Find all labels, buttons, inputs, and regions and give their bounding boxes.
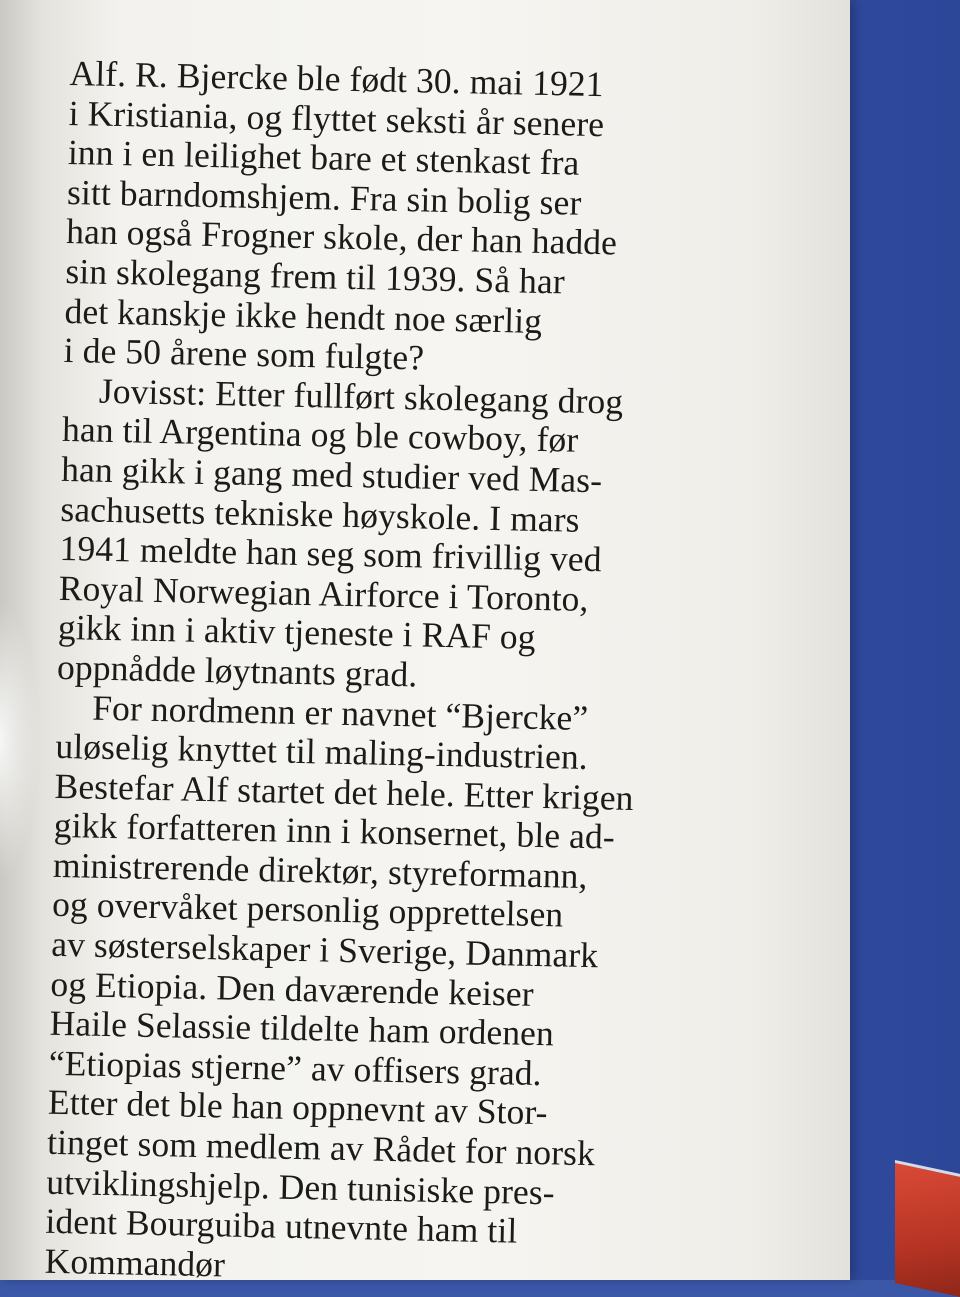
paragraph-1 bbox=[63, 54, 769, 385]
text-line: uløselig knyttet til maling-industrien. bbox=[55, 725, 589, 778]
text-line: Etter det ble han oppnevnt av Stor- bbox=[47, 1082, 549, 1133]
text-line: av søsterselskaper i Sverige, Danmark bbox=[50, 923, 599, 976]
text-line: han gikk i gang med studier ved Mas- bbox=[60, 448, 603, 501]
text-line: sachusetts tekniske høyskole. I mars bbox=[60, 488, 581, 540]
text-line: gikk forfatteren inn i konsernet, ble ad- bbox=[53, 805, 616, 857]
text-line: Jovisst: Etter fullført skolegang drog bbox=[98, 370, 624, 422]
text-line: ident Bourguiba utnevnte ham til bbox=[45, 1200, 518, 1251]
text-line: inn i en leilighet bare et stenkast fra bbox=[67, 132, 580, 183]
text-line: ministrerende direktør, styreformann, bbox=[52, 844, 588, 896]
text-line: utviklingshjelp. Den tunisiske pres- bbox=[45, 1161, 556, 1213]
text-line: og overvåket personlig opprettelsen bbox=[51, 884, 564, 935]
text-line: i de 50 årene som fulgte? bbox=[63, 330, 425, 378]
text-line: Kommandør bbox=[44, 1240, 226, 1285]
text-line: For nordmenn er navnet “Bjercke” bbox=[91, 687, 589, 738]
text-line: og Etiopia. Den daværende keiser bbox=[50, 963, 535, 1014]
text-line: “Etiopias stjerne” av offisers grad. bbox=[48, 1042, 543, 1093]
text-line: 1941 meldte han seg som frivillig ved bbox=[59, 528, 602, 580]
text-line: Royal Norwegian Airforce i Toronto, bbox=[58, 567, 589, 619]
text-line: sin skolegang frem til 1939. Så har bbox=[65, 250, 566, 302]
text-line: det kanskje ikke hendt noe særlig bbox=[64, 290, 543, 341]
text-line: Alf. R. Bjercke ble født 30. mai 1921 bbox=[69, 53, 605, 105]
text-line: han til Argentina og ble cowboy, før bbox=[61, 409, 579, 461]
body-text bbox=[44, 54, 770, 1296]
text-line: han også Frogner skole, der han hadde bbox=[65, 211, 618, 263]
text-line: i Kristiania, og flyttet seksti år senere bbox=[68, 92, 605, 144]
text-line: Bestefar Alf startet det hele. Etter krigen bbox=[54, 765, 634, 818]
paragraph-3 bbox=[44, 687, 756, 1295]
text-line: sitt barndomshjem. Fra sin bolig ser bbox=[66, 171, 582, 223]
text-line: tinget som medlem av Rådet for norsk bbox=[46, 1121, 596, 1174]
paragraph-2 bbox=[57, 371, 763, 702]
text-line: Haile Selassie tildelte ham ordenen bbox=[49, 1003, 555, 1054]
text-line: gikk inn i aktiv tjeneste i RAF og bbox=[57, 607, 537, 658]
red-object-corner bbox=[895, 1160, 960, 1297]
text-line: oppnådde løytnants grad. bbox=[56, 646, 418, 695]
